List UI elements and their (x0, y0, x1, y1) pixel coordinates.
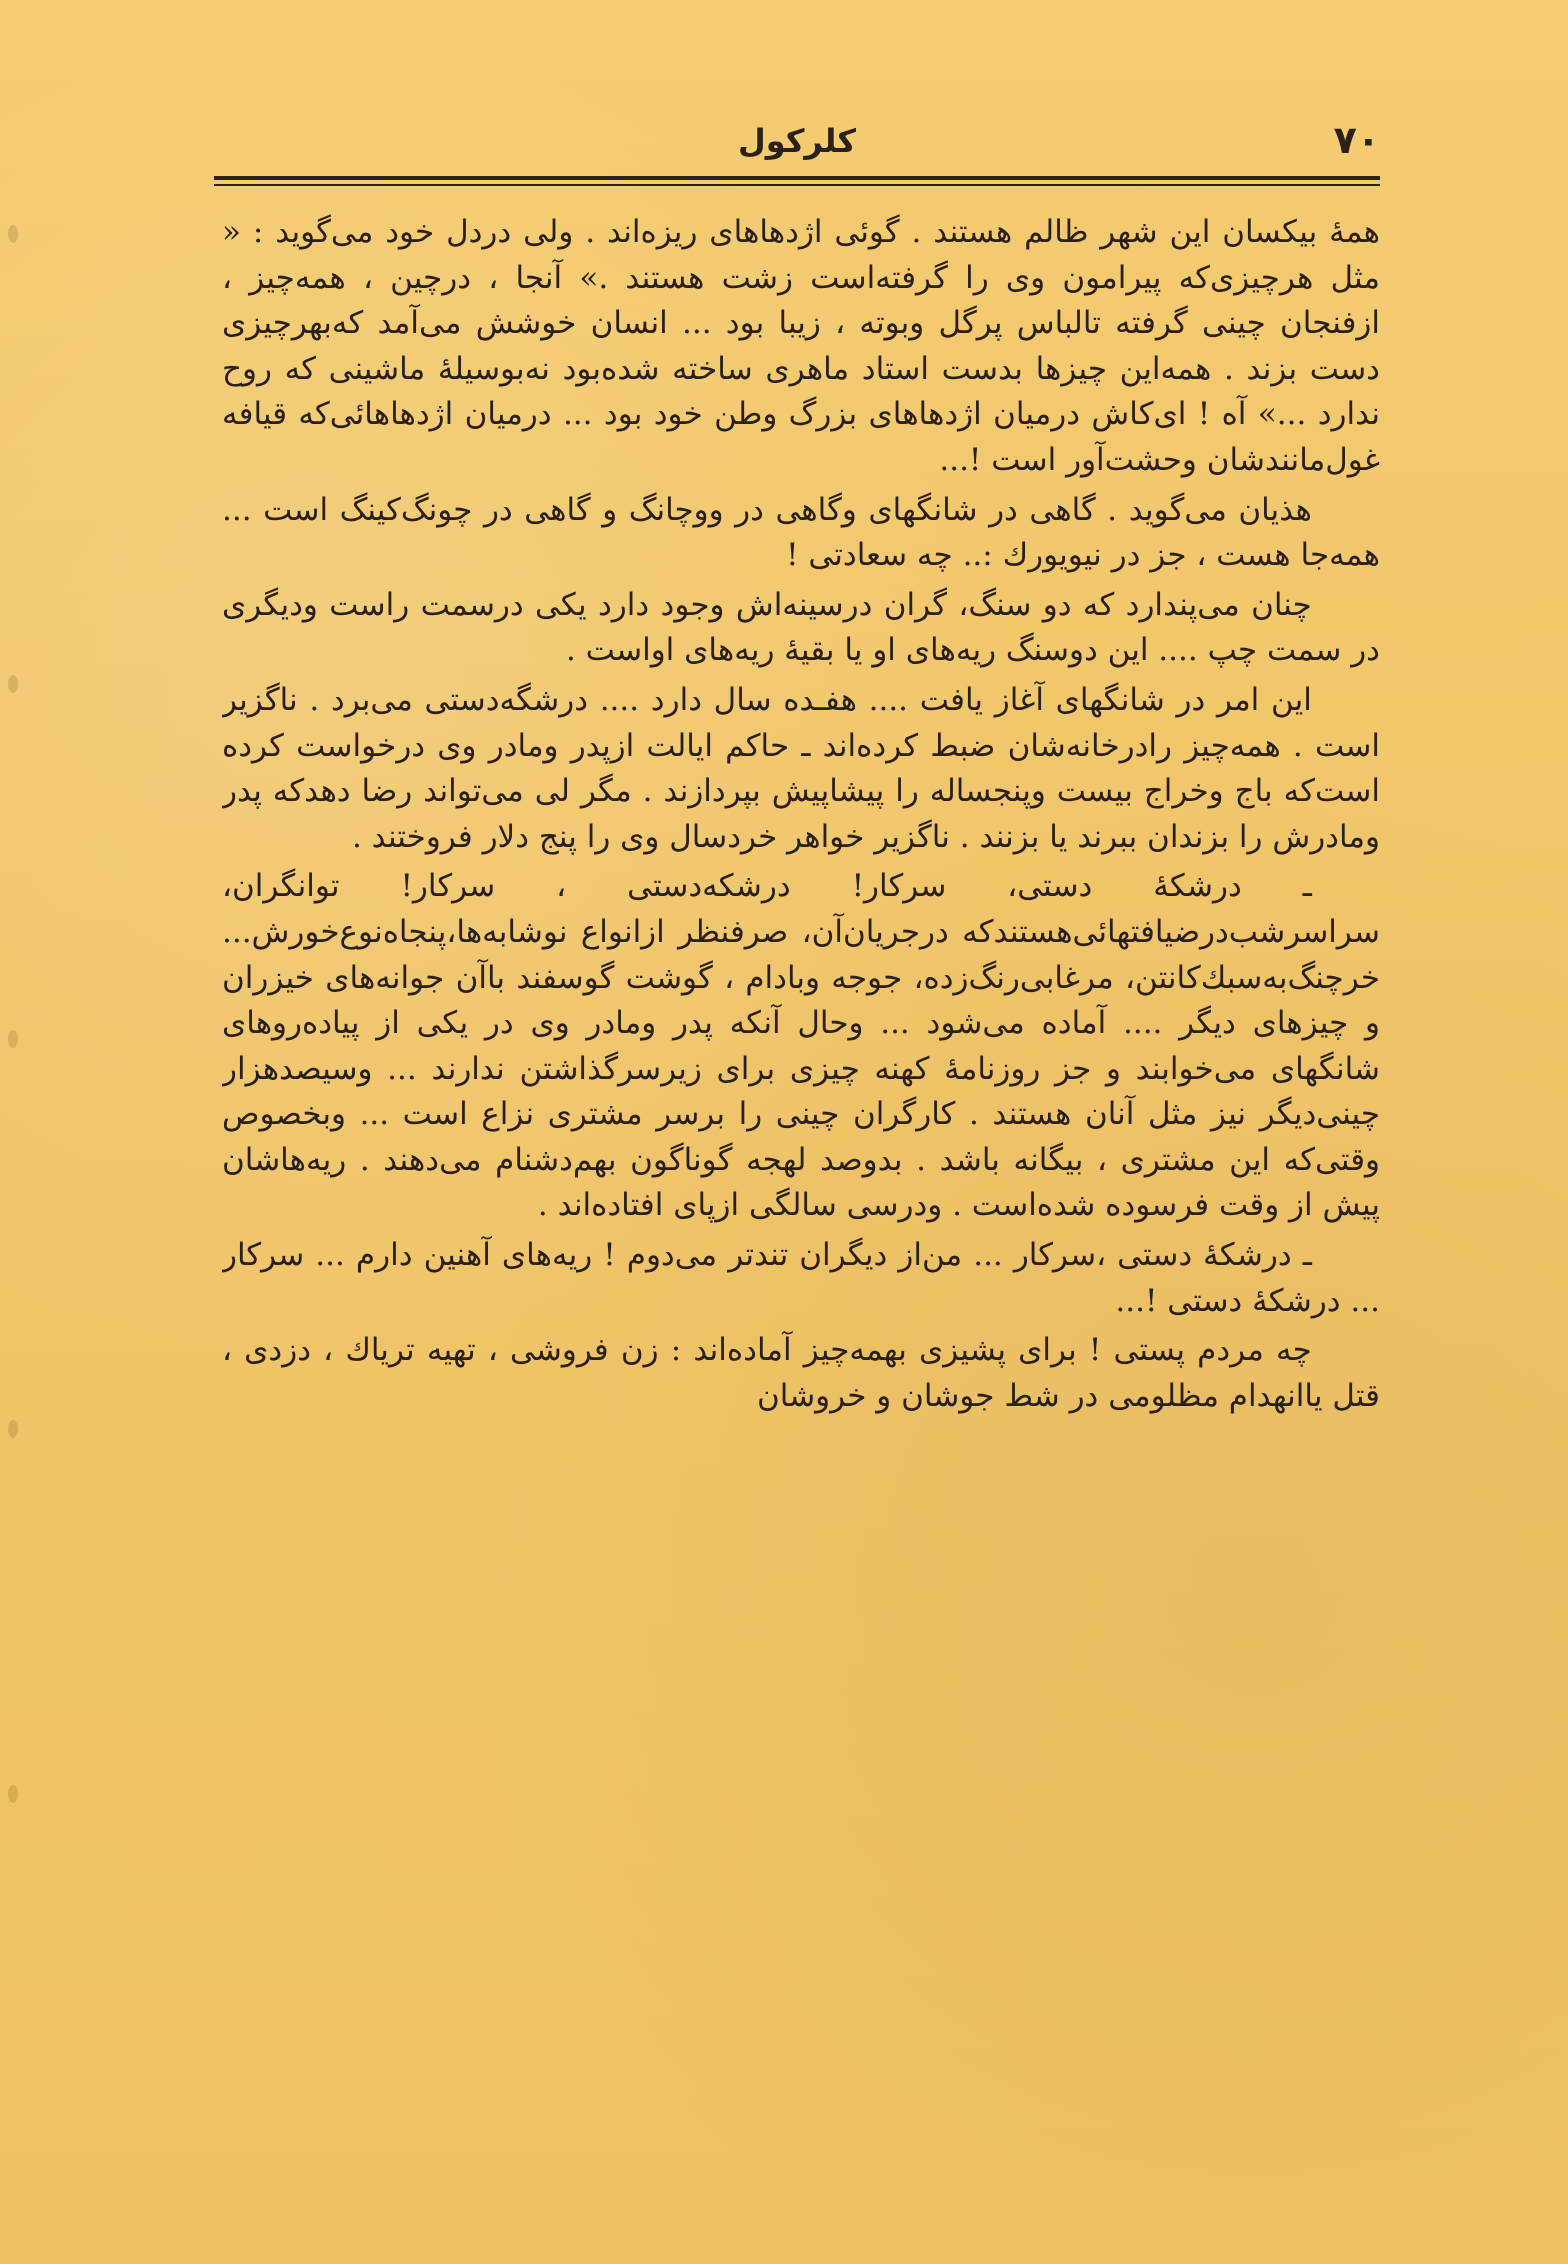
body-paragraph: چنان می‌پندارد که دو سنگ، گران درسینه‌اش وجود دارد یکی درسمت راست ودیگری در سمت چپ .... این دوسنگ ریه‌های او یا بقیهٔ ریه‌های اواست . (222, 586, 1380, 669)
binding-hole (8, 225, 18, 243)
body-paragraph: همهٔ بیکسان این شهر ظالم هستند . گوئی اژدهاهای ریزه‌اند . ولی دردل خود می‌گوید : « مثل هرچیزی‌که پیرامون وی را گرفته‌است زشت هستند .» آنجا ، درچین ، همه‌چیز ، ازفنجان چینی گرفته تالباس پرگل وبوته ، زیبا بود ... انسان خوشش می‌آمد که‌بهرچیزی دست بزند . همه‌این چیزها بدست استاد ماهری ساخته شده‌بود نه‌بوسیلهٔ ماشینی که روح ندارد ...» آه ! ای‌کاش درمیان اژدهاهای بزرگ وطن خود بود ... درمیان اژدهاهائی‌که قیافه غول‌مانندشان وحشت‌آور است !... (222, 214, 1380, 478)
binding-hole (8, 675, 18, 693)
header-rule-thin (214, 184, 1380, 186)
page-header (214, 118, 1380, 168)
header-rule-thick (214, 176, 1380, 180)
body-paragraph: هذیان می‌گوید . گاهی در شانگهای وگاهی در ووچانگ و گاهی در چونگ‌کینگ است ... همه‌جا هست ، جز در نیویورك :.. چه سعادتی ! (222, 491, 1380, 574)
binding-hole (8, 1420, 18, 1438)
body-paragraph: این امر در شانگهای آغاز یافت .... هفـده سال دارد .... درشگه‌دستی می‌برد . ناگزیر است . همه‌چیز رادرخانه‌شان ضبط کرده‌اند ـ حاکم ایالت ازپدر ومادر وی درخواست کرده است‌که باج وخراج بیست وپنجساله را پیشاپیش بپردازند . مگر لی می‌تواند رضا دهدکه پدر ومادرش را بزندان ببرند یا بزنند . ناگزیر خواهر خردسال وی را پنج دلار فروختند . (222, 681, 1380, 855)
running-title: کلرکول (737, 122, 857, 160)
body-paragraph: چه مردم پستی ! برای پشیزی بهمه‌چیز آماده‌اند : زن فروشی ، تهیه تریاك ، دزدی ، قتل یاانهدام مظلومی در شط جوشان و خروشان (222, 1332, 1380, 1414)
header-rule (214, 176, 1380, 188)
binding-hole (8, 1785, 18, 1803)
binding-hole (8, 1030, 18, 1048)
page-body (222, 210, 1380, 2160)
binding-holes (0, 0, 40, 2264)
body-paragraph: ـ درشکهٔ دستی ،سرکار ... من‌از دیگران تندتر می‌دوم ! ریه‌های آهنین دارم ... سرکار ... درشکهٔ دستی !... (222, 1237, 1380, 1319)
page-number: ۷۰ (1333, 118, 1380, 162)
body-paragraph: ـ درشکهٔ دستی، سرکار! درشکه‌دستی ، سرکار! توانگران، سراسرشب‌درضیافتهائی‌هستندکه درجریان‌آن، صرفنظر ازانواع نوشابه‌ها،پنجاه‌نوع‌خورش... خرچنگ‌به‌سبك‌کانتن، مرغابی‌رنگ‌زده، جوجه وبادام ، گوشت گوسفند باآن جوانه‌های خیزران و چیزهای دیگر .... آماده می‌شود ... وحال آنکه پدر ومادر وی در یکی از پیاده‌روهای شانگهای می‌خوابند و جز روزنامهٔ کهنه چیزی برای زیرسرگذاشتن ندارند ... وسیصدهزار چینی‌دیگر نیز مثل آنان هستند . کارگران چینی را برسر مشتری نزاع است ... وبخصوص وقتی‌که این مشتری ، بیگانه باشد . بدوصد لهجه گوناگون بهم‌دشنام می‌دهند . ریه‌هاشان پیش از وقت فرسوده شده‌است . ودرسی سالگی ازپای افتاده‌اند . (222, 868, 1380, 1224)
